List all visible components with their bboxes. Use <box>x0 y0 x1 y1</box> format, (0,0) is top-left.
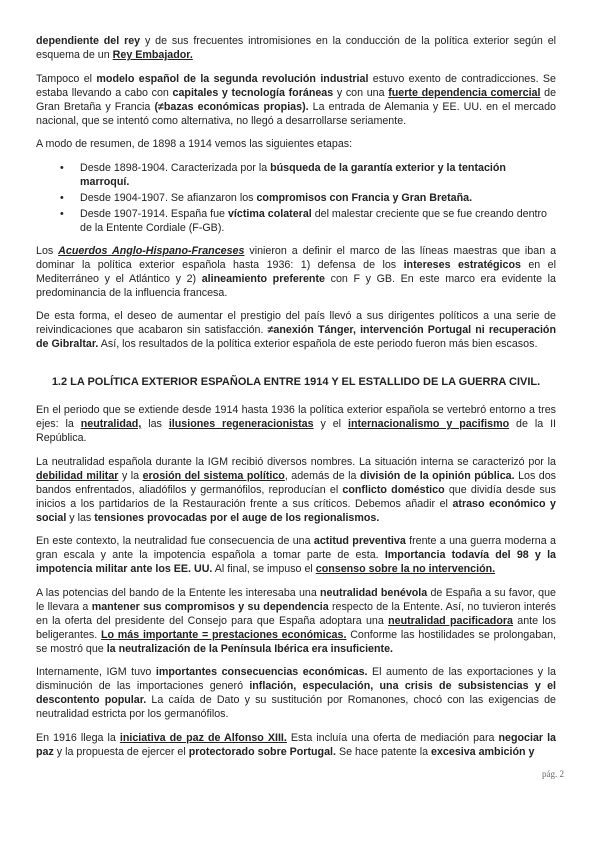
text: frente a una guerra moderna a gran escala y ante la impotencia española a tomar parte de esta. <box>36 535 556 561</box>
bold-underline-text: consenso sobre la no intervención. <box>315 563 496 575</box>
text: La entrada de Alemania y EE. UU. en el mercado nacional, que se intentó como alternativa, no llegó a desarrollarse seriamente. <box>36 100 556 127</box>
text: las <box>141 418 169 430</box>
text: Internamente, IGM tuvo <box>36 666 156 678</box>
bold-text: compromisos con Francia y Gran Bretaña. <box>256 191 473 204</box>
list-item <box>80 161 556 189</box>
bold-text: intereses estratégicos <box>403 258 521 271</box>
bold-text: mantener sus compromisos y su dependencia <box>91 600 329 613</box>
stages-list <box>36 161 556 235</box>
text: en el Mediterráneo y el Atlántico y 2) <box>36 258 556 285</box>
text: de la II República. <box>36 418 557 444</box>
bold-text: búsqueda de la garantía exterior y la tentación marroquí. <box>80 161 506 188</box>
text: , además de la <box>284 469 360 482</box>
text: En 1916 llega la <box>36 731 120 744</box>
bold-underline-text: neutralidad, <box>80 418 142 430</box>
bold-text: alineamiento preferente <box>201 272 325 285</box>
text: y la <box>118 469 143 482</box>
text: del malestar creciente que se fue creando dentro de la Entente Cordiale (F-GB). <box>80 207 548 234</box>
text: de España a su favor, que le llevara a <box>36 586 556 613</box>
text: La neutralidad española durante la IGM recibió diversos nombres. La situación interna se caracterizó por la <box>36 455 556 468</box>
text: y la propuesta de ejercer el <box>53 745 189 758</box>
bold-underline-text: fuerte dependencia comercial <box>388 86 541 99</box>
bold-text: importantes consecuencias económicas. <box>155 666 368 678</box>
text: y con una <box>333 86 389 99</box>
text: De esta forma, el deseo de aumentar el prestigio del país llevó a sus dirigentes políticos a una serie de reivindicaciones que acabaron sin satisfacción. <box>36 310 556 336</box>
paragraph-entente <box>36 586 556 656</box>
text: y de sus frecuentes intromisiones en la conducción de la política exterior según el esquema de un <box>36 35 557 61</box>
bold-text: excesiva ambición y <box>431 745 535 758</box>
bold-text: negociar la paz <box>36 731 556 758</box>
text: respecto de la Entente. Así, no tuvieron interés en la oferta del presidente del Consejo para que España adoptara una <box>36 600 556 627</box>
bold-text: ≠anexión Tánger, intervención Portugal ni recuperación de Gibraltar. <box>36 324 556 350</box>
text: El aumento de las exportaciones y la disminución de las importaciones generó <box>36 666 556 692</box>
bold-text: atraso económico y social <box>36 497 556 524</box>
text: ante los beligerantes. <box>36 614 557 641</box>
text: Desde 1898-1904. Caracterizada por la <box>80 161 271 174</box>
bold-underline-text: Rey Embajador. <box>112 49 193 61</box>
bold-text: protectorado sobre Portugal. <box>188 745 336 758</box>
text: y el <box>313 418 348 430</box>
bold-text: dependiente del rey <box>36 35 141 47</box>
bold-text: tensiones provocadas por el auge de los regionalismos. <box>94 511 380 524</box>
bold-underline-text: Lo más importante = prestaciones económicas. <box>100 628 347 641</box>
bold-text: víctima colateral <box>227 207 312 220</box>
page-number: pág. 2 <box>542 769 564 779</box>
bold-text: la neutralización de la Península Ibérica era insuficiente. <box>106 642 393 655</box>
text: Los dos bandos enfrentados, aliadófilos y germanófilos, reproducían el <box>36 469 557 496</box>
paragraph-acuerdos <box>36 244 556 300</box>
text: vinieron a definir el marco de las líneas maestras que iban a dominar la política exterior española hasta 1936: 1) defensa de los <box>36 244 557 271</box>
text: Esta incluía una oferta de mediación para <box>286 731 499 744</box>
bold-underline-text: internacionalismo y pacifismo <box>347 418 510 430</box>
paragraph-iniciativa-paz <box>36 731 556 759</box>
text: de Gran Bretaña y Francia <box>36 86 557 113</box>
bold-text: división de la opinión pública. <box>359 469 515 482</box>
bold-underline-text: debilidad militar <box>36 469 119 482</box>
text: Al final, se impuso el <box>212 563 316 575</box>
text: estuvo exento de contradicciones. Se estaba llevando a cabo con <box>36 72 556 99</box>
paragraph-consecuencias <box>36 665 556 721</box>
bold-text: inflación, especulación, una crisis de subsistencias y el descontento popular. <box>36 680 556 706</box>
text: Se hace patente la <box>335 745 432 758</box>
paragraph-contexto <box>36 534 556 576</box>
bold-text: neutralidad benévola <box>320 586 428 599</box>
text: Así, los resultados de la política exterior española de este periodo fueron más bien escasos. <box>98 338 538 350</box>
bold-text: capitales y tecnología foráneas <box>172 86 334 99</box>
paragraph-prestigio <box>36 309 556 351</box>
text: con F y GB. En este marco era evidente la predominancia de la influencia francesa. <box>36 272 556 299</box>
bold-text: (≠bazas económicas propias). <box>154 100 309 113</box>
list-item <box>80 191 556 205</box>
text: En este contexto, la neutralidad fue consecuencia de una <box>36 535 314 547</box>
text: Los <box>36 244 59 257</box>
bold-text: conflicto doméstico <box>342 483 445 496</box>
bold-text: modelo español de la segunda revolución industrial <box>96 72 369 85</box>
paragraph-segunda-revolucion <box>36 72 556 128</box>
text: En el periodo que se extiende desde 1914 hasta 1936 la política exterior española se vertebró entorno a tres ejes: la <box>36 404 556 430</box>
bold-text: Importancia todavía del 98 y la impotencia militar ante los EE. UU. <box>36 549 556 575</box>
text: Desde 1904-1907. Se afianzaron los <box>80 191 257 204</box>
text: Conforme las hostilidades se prolongaban, se mostró que <box>36 628 556 655</box>
paragraph-rey-embajador <box>36 34 556 62</box>
bold-underline-text: iniciativa de paz de Alfonso XIII. <box>119 731 287 744</box>
document-page <box>36 34 556 768</box>
text: La caída de Dato y su sustitución por Romanones, chocó con las exigencias de neutralidad estricta por los germanófilos. <box>36 694 556 720</box>
paragraph-neutralidad <box>36 455 556 525</box>
section-heading: 1.2 LA POLÍTICA EXTERIOR ESPAÑOLA ENTRE 1914 Y EL ESTALLIDO DE LA GUERRA CIVIL. <box>51 376 541 388</box>
paragraph-ejes <box>36 403 556 445</box>
bold-underline-text: erosión del sistema político <box>142 469 285 482</box>
bold-underline-text: ilusiones regeneracionistas <box>168 418 314 430</box>
text: y las <box>66 511 95 524</box>
text: que dividía desde sus inicios a los partidarios de la Restauración frente a sus críticos. Debemos añadir el <box>36 483 556 510</box>
bold-text: actitud preventiva <box>313 535 406 547</box>
paragraph-resumen: A modo de resumen, de 1898 a 1914 vemos las siguientes etapas: <box>36 138 353 150</box>
bold-italic-underline-text: Acuerdos Anglo-Hispano-Franceses <box>58 244 245 257</box>
list-item <box>80 207 556 235</box>
text: Desde 1907-1914. España fue <box>80 207 228 220</box>
text: Tampoco el <box>36 72 97 85</box>
text: A las potencias del bando de la Entente les interesaba una <box>36 586 321 599</box>
bold-underline-text: neutralidad pacificadora <box>388 614 513 627</box>
